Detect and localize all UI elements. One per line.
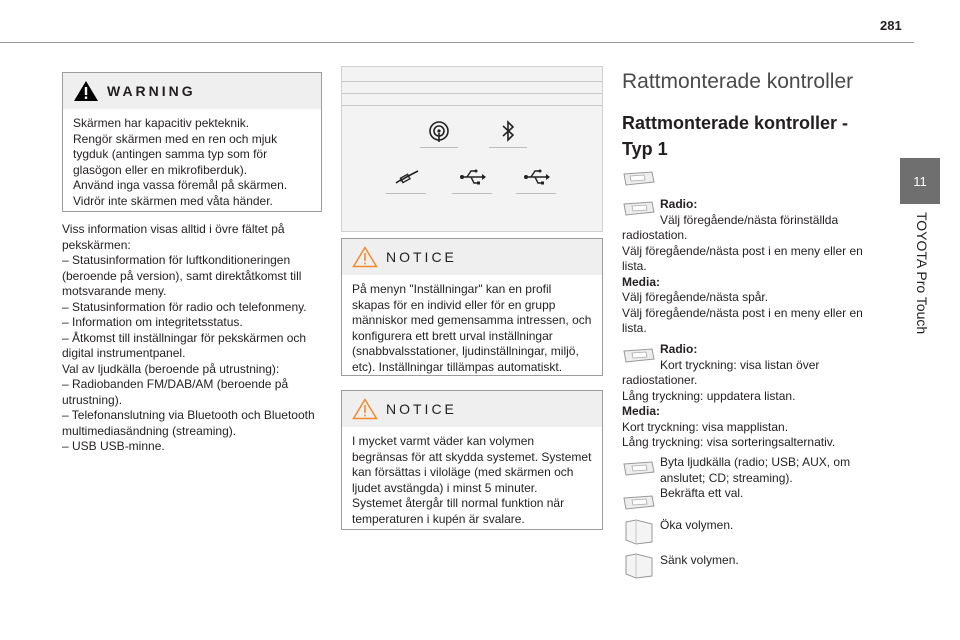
- warning-line: Skärmen har kapacitiv pekteknik.: [73, 116, 250, 130]
- usb-icon: [522, 165, 552, 189]
- notice-header: [342, 239, 602, 275]
- usb-icon: [458, 165, 488, 189]
- notice-body: [342, 427, 602, 535]
- aux-cable-icon: [392, 165, 422, 189]
- notice-title: NOTICE: [386, 249, 457, 265]
- warning-line: Rengör skärmen med en ren och mjuk tygduk (antingen samma typ som för glasögon eller en mikrofiberduk).: [73, 131, 278, 177]
- page-number: 281: [880, 18, 902, 33]
- control-description: Byta ljudkälla (radio; USB; AUX, om anslutet; CD; streaming).: [660, 455, 851, 485]
- description-text: Kort tryckning: visa mapplistan.: [622, 419, 789, 434]
- control-description: Sänk volymen.: [660, 553, 739, 567]
- wifi-hotspot-icon: [424, 119, 454, 143]
- list-item: – Statusinformation för luftkonditioneringen (beroende på version), samt direktåtkomst till motsvarande meny.: [62, 253, 302, 298]
- media-label: Media:: [622, 404, 661, 418]
- notice-box: [341, 390, 603, 530]
- divider: [342, 105, 602, 106]
- description-text: Välj föregående/nästa förinställda radiostation.: [622, 212, 839, 242]
- steering-wheel-controls-icon: [622, 168, 656, 188]
- description-text: Kort tryckning: visa listan över radiostationer.: [622, 357, 820, 387]
- notice-triangle-icon: [352, 246, 378, 268]
- left-column-text: [62, 222, 324, 455]
- control-description: [622, 197, 872, 337]
- notice-triangle-icon: [352, 398, 378, 420]
- list-item: – Information om integritetsstatus.: [62, 315, 243, 329]
- header-rule: [0, 42, 914, 43]
- warning-line: Vidrör inte skärmen med våta händer.: [73, 193, 273, 208]
- warning-header: [63, 73, 321, 109]
- section-subheading: Rattmonterade kontroller - Typ 1: [622, 113, 849, 159]
- divider: [342, 93, 602, 94]
- chapter-title: [912, 212, 934, 372]
- description-text: Välj föregående/nästa spår.: [622, 290, 769, 304]
- underline: [489, 147, 527, 148]
- radio-label: Radio:: [660, 342, 698, 356]
- underline: [516, 193, 556, 194]
- notice-text: Systemet återgår till normal funktion när temperaturen i kupén är svalare.: [352, 496, 565, 526]
- underline: [386, 193, 426, 194]
- paragraph: Val av ljudkälla (beroende på utrustning):: [62, 361, 280, 376]
- control-description: [622, 342, 872, 451]
- underline: [452, 193, 492, 194]
- underline: [420, 147, 458, 148]
- notice-text: I mycket varmt väder kan volymen begränsas för att skydda systemet. Systemet kan försättas i viloläge (med skärmen och ljudet avstängda) i minst 5 minuter.: [352, 434, 592, 495]
- notice-text: På menyn "Inställningar" kan en profil skapas för en individ eller för en grupp människor med gemensamma intressen, och konfigurera ett brett urval inställningar (snabbvalsstationer, ljudinställningar, miljö, etc). Inställningar tillämpas automatiskt.: [352, 282, 592, 374]
- notice-body: [342, 275, 602, 383]
- media-label: Media:: [622, 274, 661, 289]
- paragraph: Viss information visas alltid i övre fältet på pekskärmen:: [62, 222, 285, 252]
- radio-label: Radio:: [660, 197, 698, 211]
- list-item: – Åtkomst till inställningar för pekskärmen och digital instrumentpanel.: [62, 330, 307, 360]
- chapter-title-text: TOYOTA Pro Touch: [914, 212, 930, 335]
- warning-triangle-icon: [73, 80, 99, 102]
- notice-header: [342, 391, 602, 427]
- description-text: Välj föregående/nästa post i en meny eller en lista.: [622, 243, 863, 273]
- warning-body: [63, 109, 321, 217]
- bluetooth-icon: [493, 119, 523, 143]
- volume-up-button-icon: [622, 518, 656, 546]
- section-heading: Rattmonterade kontroller: [622, 70, 854, 93]
- warning-box: [62, 72, 322, 212]
- steering-button-icon: [622, 492, 656, 512]
- control-description: Öka volymen.: [660, 518, 734, 532]
- warning-line: Använd inga vassa föremål på skärmen.: [73, 178, 288, 192]
- list-item: – Telefonanslutning via Bluetooth och Bluetooth multimediasändning (streaming).: [62, 408, 315, 438]
- notice-box: [341, 238, 603, 376]
- chapter-tab[interactable]: 11: [900, 158, 940, 204]
- list-item: – Radiobanden FM/DAB/AM (beroende på utrustning).: [62, 377, 289, 407]
- warning-title: WARNING: [107, 83, 196, 99]
- notice-title: NOTICE: [386, 401, 457, 417]
- description-text: Lång tryckning: uppdatera listan.: [622, 388, 796, 403]
- control-description: Bekräfta ett val.: [660, 486, 744, 500]
- description-text: Lång tryckning: visa sorteringsalternativ.: [622, 435, 836, 449]
- touchscreen-status-illustration: [341, 66, 603, 232]
- list-item: – Statusinformation för radio och telefonmeny.: [62, 299, 307, 314]
- volume-down-button-icon: [622, 552, 656, 580]
- steering-button-icon: [622, 458, 656, 478]
- description-text: Välj föregående/nästa post i en meny eller en lista.: [622, 305, 863, 335]
- list-item: – USB USB-minne.: [62, 439, 165, 453]
- divider: [342, 81, 602, 82]
